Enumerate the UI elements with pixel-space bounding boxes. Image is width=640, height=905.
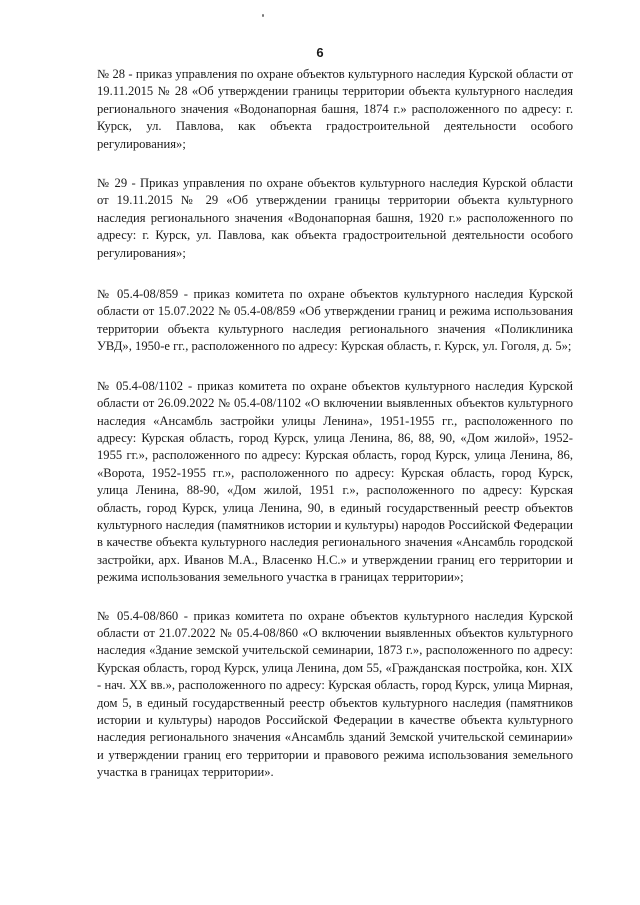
document-body bbox=[97, 66, 573, 806]
paragraph-order-05-4-08-859: № 05.4-08/859 - приказ комитета по охране объектов культурного наследия Курской области от 15.07.2022 № 05.4-08/859 «Об утверждении границ и режима использования территории объекта культурного наследия регионального значения «Поликлиника УВД», 1950-е гг., расположенного по адресу: Курская область, г. Курск, ул. Гоголя, д. 5»; bbox=[97, 287, 573, 354]
paragraph-order-05-4-08-1102: № 05.4-08/1102 - приказ комитета по охране объектов культурного наследия Курской области от 26.09.2022 № 05.4-08/1102 «О включении выявленных объектов культурного наследия «Ансамбль застройки улицы Ленина», 1951-1955 гг., расположенного по адресу: Курская область, город Курск, улица Ленина, 86, 88, 90, «Дом жилой», 1952-1955 гг.», расположенного по адресу: Курская область, город Курск, улица Ленина, 86, «Ворота, 1952-1955 гг.», расположенного по адресу: Курская область, город Курск, улица Ленина, 88-90, «Дом жилой, 1951 г.», расположенного по адресу: Курская область, город Курск, улица Ленина, 90, в единый государственный реестр объектов культурного наследия (памятников истории и культуры) народов Российской Федерации в качестве объекта культурного наследия регионального значения «Ансамбль городской застройки, арх. Иванов М.А., Власенко Н.С.» и утверждении границ его территории и режима использования земельного участка в границах территории»; bbox=[97, 378, 573, 585]
scan-speck bbox=[262, 14, 264, 17]
page-number: 6 bbox=[316, 45, 324, 60]
paragraph-order-05-4-08-860: № 05.4-08/860 - приказ комитета по охране объектов культурного наследия Курской области от 21.07.2022 № 05.4-08/860 «О включении выявленных объектов культурного наследия «Здание земской учительской семинарии, 1873 г.», расположенного по адресу: Курская область, город Курск, улица Ленина, дом 55, «Гражданская постройка, кон. XIX - нач. XX вв.», расположенного по адресу: Курская область, город Курск, улица Мирная, дом 5, в единый государственный реестр объектов культурного наследия (памятников истории и культуры) народов Российской Федерации в качестве объекта культурного наследия регионального значения «Ансамбль зданий Земской учительской семинарии» и утверждении границ его территории и правового режима использования земельного участка в границах территории». bbox=[97, 608, 573, 780]
paragraph-order-29: № 29 - Приказ управления по охране объектов культурного наследия Курской области от 19.11.2015 № 29 «Об утверждении границы территории объекта культурного наследия регионального значения «Водонапорная башня, 1920 г.» расположенного по адресу: г. Курск, ул. Павлова, как объекта градостроительной деятельности особого регулирования»; bbox=[97, 176, 573, 260]
paragraph-order-28: № 28 - приказ управления по охране объектов культурного наследия Курской области от 19.11.2015 № 28 «Об утверждении границы территории объекта культурного наследия регионального значения «Водонапорная башня, 1874 г.» расположенного по адресу: г. Курск, ул. Павлова, как объекта градостроительной деятельности особого регулирования»; bbox=[97, 67, 573, 151]
